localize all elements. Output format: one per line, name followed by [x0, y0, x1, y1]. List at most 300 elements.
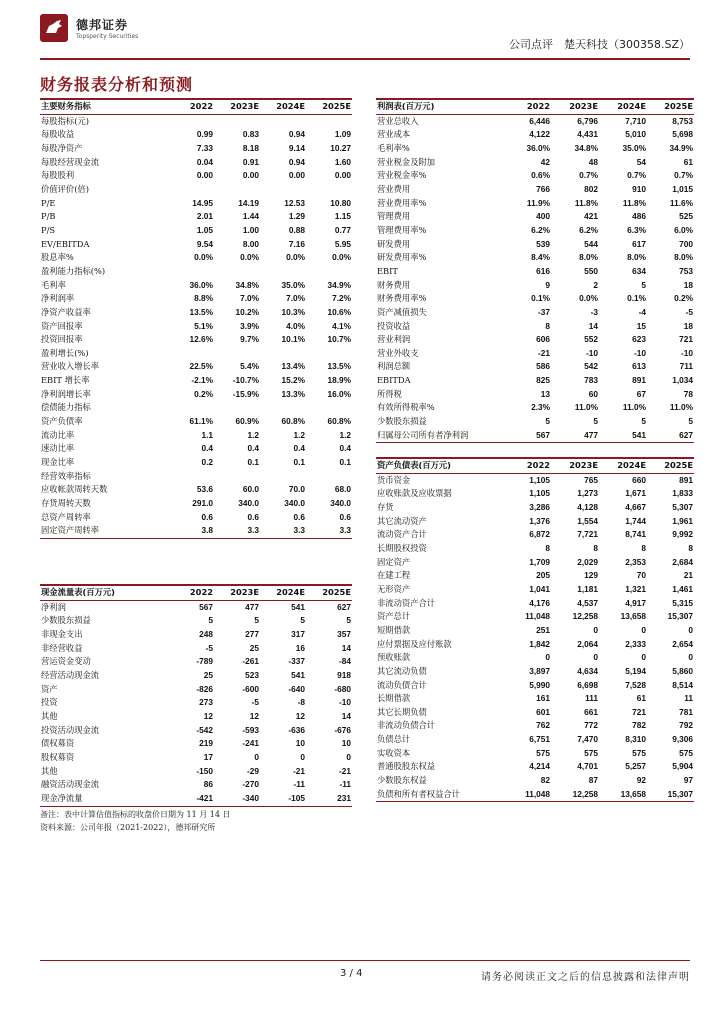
row-label: 资产总计 [377, 611, 411, 622]
row-value: 10.1% [281, 334, 305, 345]
row-value: 111 [585, 693, 598, 704]
row-value: 0.00 [288, 170, 305, 181]
row-value: 60.8% [327, 416, 351, 427]
year-header: 2022 [189, 101, 213, 111]
table-row [376, 569, 694, 583]
row-value: 7.0% [286, 293, 305, 304]
row-value: 18 [683, 279, 693, 290]
row-value: 0.77 [334, 224, 351, 235]
row-value: 54 [636, 156, 646, 167]
row-value: 5,194 [625, 665, 646, 676]
row-value: -337 [288, 656, 305, 667]
row-value: 0.7% [579, 170, 598, 181]
row-value: -421 [196, 792, 213, 803]
table-row [40, 710, 352, 724]
row-label: 营业总收入 [377, 115, 419, 126]
row-value: 918 [337, 669, 351, 680]
page-number: 3 / 4 [340, 968, 363, 979]
source-line: 资料来源：公司年报（2021-2022），德邦研究所 [40, 823, 216, 832]
row-label: 营业成本 [377, 129, 411, 140]
header-divider [40, 58, 690, 60]
row-value: 4,537 [577, 597, 598, 608]
table-row [376, 347, 694, 361]
row-value: -340 [242, 792, 259, 803]
row-label: 存货周转天数 [41, 498, 91, 509]
row-value: 781 [679, 706, 693, 717]
table-row [376, 651, 694, 665]
company-name-en: Topsperity Securities [76, 33, 139, 40]
row-value: 2,684 [672, 556, 693, 567]
row-value: -593 [242, 724, 259, 735]
row-label: 资产减值损失 [377, 306, 427, 317]
row-value: 8.0% [579, 252, 598, 263]
row-value: 34.9% [669, 142, 693, 153]
row-value: 486 [632, 211, 646, 222]
row-value: 5,698 [672, 129, 693, 140]
row-value: 5 [688, 416, 693, 427]
row-value: 10.27 [330, 142, 351, 153]
row-label: 每股股利 [41, 170, 75, 181]
row-label: 营业税金及附加 [377, 156, 436, 167]
row-value: 7.0% [240, 293, 259, 304]
row-label: 少数股东损益 [41, 615, 91, 626]
table-row [376, 583, 694, 597]
table-row [376, 142, 694, 156]
row-value: 5,990 [529, 679, 550, 690]
row-value: 4,701 [577, 761, 598, 772]
row-value: 13.3% [281, 388, 305, 399]
bull-logo-icon [40, 14, 68, 42]
row-label: P/B [41, 211, 56, 222]
row-value: 35.0% [281, 279, 305, 290]
row-value [306, 265, 352, 279]
row-value: 14 [341, 642, 351, 653]
row-value: 5.1% [194, 320, 213, 331]
table-row [376, 528, 694, 542]
table-row [40, 415, 352, 429]
row-label: 长期借款 [377, 693, 411, 704]
row-value: 721 [632, 706, 646, 717]
table-row [40, 388, 352, 402]
row-value: 15.2% [281, 375, 305, 386]
table-row [376, 638, 694, 652]
table-row [376, 169, 694, 183]
row-value: 18.9% [327, 375, 351, 386]
row-label: 股权募资 [41, 751, 75, 762]
row-label: 营业外收支 [377, 347, 419, 358]
row-label: 实收资本 [377, 747, 411, 758]
row-value: 0.4 [247, 443, 259, 454]
row-value: 12.53 [284, 197, 305, 208]
row-value: 97 [683, 775, 693, 786]
row-label: 流动比率 [41, 429, 75, 440]
row-value: 15,307 [667, 611, 693, 622]
row-value: 0.1 [247, 457, 259, 468]
row-label: 非经营收益 [41, 642, 83, 653]
year-header: 2022 [526, 460, 550, 470]
row-value [214, 265, 260, 279]
row-value: 78 [683, 388, 693, 399]
row-value: 0.1% [627, 293, 646, 304]
table-row [40, 792, 352, 806]
row-value: 14 [588, 320, 598, 331]
row-value: -640 [288, 683, 305, 694]
row-label: 资产回报率 [41, 320, 83, 331]
row-value: 11.0% [669, 402, 693, 413]
table-header-row [40, 585, 352, 600]
main-indicators-table [40, 98, 352, 539]
row-value: 541 [291, 669, 305, 680]
row-value: 5 [208, 615, 213, 626]
row-label: 无形资产 [377, 583, 411, 594]
row-value: 25 [249, 642, 259, 653]
note-line: 备注：表中计算估值指标的收盘价日期为 11 月 14 日 [40, 810, 231, 819]
table-row [40, 210, 352, 224]
table-row [376, 183, 694, 197]
table-header-row [376, 99, 694, 114]
row-label: 净资产收益率 [41, 306, 91, 317]
page-title: 财务报表分析和预测 [40, 75, 194, 94]
table-row [376, 360, 694, 374]
row-value: 627 [337, 601, 351, 612]
row-label: 投资收益 [377, 320, 411, 331]
row-label: 货币资金 [377, 474, 411, 485]
table-row [376, 760, 694, 774]
row-value: 1,015 [672, 183, 693, 194]
row-value: 567 [199, 601, 213, 612]
row-value: -10 [634, 347, 646, 358]
table-row [40, 128, 352, 142]
row-value: 36.0% [526, 142, 550, 153]
row-value: 16.0% [327, 388, 351, 399]
row-value: 14 [341, 710, 351, 721]
row-label: 资产 [41, 683, 58, 694]
row-value: 231 [337, 792, 351, 803]
table-row [40, 292, 352, 306]
row-value: 4,667 [625, 501, 646, 512]
row-value: 4,176 [529, 597, 550, 608]
row-value: 802 [584, 183, 598, 194]
row-value: -270 [242, 779, 259, 790]
row-value: 0.83 [242, 129, 259, 140]
row-value: 6.3% [627, 224, 646, 235]
row-value: 8 [545, 542, 550, 553]
row-label: 管理费用 [377, 211, 411, 222]
table-row [40, 497, 352, 511]
row-value: 70.0 [288, 484, 305, 495]
row-value: 762 [536, 720, 550, 731]
table-row [40, 429, 352, 443]
row-value: 700 [679, 238, 693, 249]
row-label: 盈利增长(%) [41, 347, 89, 358]
row-label: 营业费用率% [377, 197, 427, 208]
row-value: -4 [638, 306, 646, 317]
row-value: 7.33 [196, 142, 213, 153]
table-row [40, 238, 352, 252]
table-header-row [40, 99, 352, 114]
row-label: 少数股东权益 [377, 775, 427, 786]
row-value: 539 [536, 238, 550, 249]
row-value: -29 [247, 765, 259, 776]
row-value: 34.9% [327, 279, 351, 290]
row-value: 2 [593, 279, 598, 290]
row-value: 6.0% [674, 224, 693, 235]
row-value: 575 [536, 747, 550, 758]
row-value: 11,048 [525, 788, 550, 799]
row-value: 0 [688, 624, 693, 635]
row-label: 毛利率 [41, 279, 66, 290]
row-value: 14.19 [238, 197, 259, 208]
table-row [376, 279, 694, 293]
row-value: -21 [293, 765, 305, 776]
table-row [376, 238, 694, 252]
row-value: 891 [632, 375, 646, 386]
row-label: 债权募资 [41, 738, 75, 749]
row-value: 1,273 [577, 488, 598, 499]
row-value: 36.0% [189, 279, 213, 290]
year-header: 2025E [664, 460, 693, 470]
table-header-row [376, 458, 694, 473]
row-value: 400 [536, 211, 550, 222]
row-value: 13,658 [620, 788, 646, 799]
row-value: -8 [297, 697, 305, 708]
row-value: 541 [291, 601, 305, 612]
row-value: 1.00 [242, 224, 259, 235]
row-value: 4,122 [529, 129, 550, 140]
row-value [306, 114, 352, 128]
row-value: 8.00 [242, 238, 259, 249]
row-value: 53.6 [196, 484, 213, 495]
row-value: 161 [536, 693, 550, 704]
row-value: 0.88 [288, 224, 305, 235]
table-row [376, 224, 694, 238]
row-value [168, 183, 214, 197]
row-value: 9.54 [196, 238, 213, 249]
row-value: 12 [295, 710, 305, 721]
row-value: 0 [641, 624, 646, 635]
row-value: 87 [588, 775, 598, 786]
row-value: 0.1% [531, 293, 550, 304]
row-value: 0.4 [293, 443, 305, 454]
row-value: 7,710 [625, 115, 646, 126]
row-value: 477 [245, 601, 259, 612]
row-value: 5,010 [625, 129, 646, 140]
row-value: 4.1% [332, 320, 351, 331]
year-header: 2024E [276, 101, 305, 111]
row-value: 1,041 [529, 583, 550, 594]
table-row [376, 692, 694, 706]
row-label: 存货 [377, 501, 394, 512]
row-label: 毛利率% [377, 142, 410, 153]
table-row [376, 401, 694, 415]
table-row [40, 251, 352, 265]
row-label: 利润总额 [377, 361, 411, 372]
row-value: 10.80 [330, 197, 351, 208]
row-value: 13,658 [620, 611, 646, 622]
row-label: 负债和所有者权益合计 [377, 788, 460, 799]
row-label: 在建工程 [377, 570, 411, 581]
row-value: 613 [632, 361, 646, 372]
table-row [376, 733, 694, 747]
year-header: 2025E [322, 587, 351, 597]
row-value: -21 [538, 347, 550, 358]
row-value: 42 [540, 156, 550, 167]
row-value [168, 265, 214, 279]
row-label: 速动比率 [41, 443, 75, 454]
table-row [40, 524, 352, 538]
row-value: 13.5% [327, 361, 351, 372]
table-row [376, 487, 694, 501]
table-row [40, 511, 352, 525]
legal-disclaimer: 请务必阅读正文之后的信息披露和法律声明 [481, 972, 690, 983]
row-label: 固定资产 [377, 556, 411, 567]
row-value: 67 [636, 388, 646, 399]
row-value: 1.2 [293, 429, 305, 440]
table-row [376, 210, 694, 224]
row-label: 非流动负债合计 [377, 720, 436, 731]
row-value: 2.3% [531, 402, 550, 413]
row-label: 现金比率 [41, 457, 75, 468]
row-value: 7,721 [577, 529, 598, 540]
row-value: 0 [593, 624, 598, 635]
row-value: 1,709 [529, 556, 550, 567]
row-label: 流动资产合计 [377, 529, 427, 540]
row-value: 0.0% [286, 252, 305, 263]
table-notes [40, 808, 231, 834]
company-name-cn: 德邦证券 [76, 18, 129, 32]
company-logo [40, 14, 240, 48]
row-value: -10 [681, 347, 693, 358]
row-label: 营业费用 [377, 183, 411, 194]
row-value: 552 [584, 334, 598, 345]
row-label: 研发费用 [377, 238, 411, 249]
row-label: 营运资金变动 [41, 656, 91, 667]
row-value: 1.15 [334, 211, 351, 222]
row-value: 891 [679, 474, 693, 485]
row-value: 1.09 [334, 129, 351, 140]
row-value: 1,671 [625, 488, 646, 499]
row-value: -261 [242, 656, 259, 667]
row-label: 每股指标(元) [41, 115, 89, 126]
year-header: 2023E [230, 101, 259, 111]
row-value: 765 [584, 474, 598, 485]
row-value: 0.6 [339, 511, 351, 522]
row-value: 2.01 [196, 211, 213, 222]
row-value: -789 [196, 656, 213, 667]
row-value: 1,376 [529, 515, 550, 526]
row-value: 5 [346, 615, 351, 626]
row-value: 783 [584, 375, 598, 386]
table-row [376, 292, 694, 306]
row-value [306, 401, 352, 415]
row-value [168, 470, 214, 484]
year-header: 2022 [189, 587, 213, 597]
table-row [40, 142, 352, 156]
row-value: 4,431 [577, 129, 598, 140]
footer-divider [40, 960, 690, 961]
row-value: -636 [288, 724, 305, 735]
row-value: 60 [588, 388, 598, 399]
table-row [40, 347, 352, 361]
row-value: 15 [636, 320, 646, 331]
row-value: -5 [251, 697, 259, 708]
row-value: 14.95 [192, 197, 213, 208]
row-value: 0.6% [531, 170, 550, 181]
row-value: 6.2% [531, 224, 550, 235]
row-value: 0.0% [332, 252, 351, 263]
row-value: 248 [199, 628, 213, 639]
table-row [40, 265, 352, 279]
row-label: 总资产周转率 [41, 511, 91, 522]
row-label: 融资活动现金流 [41, 779, 100, 790]
row-value: -11 [339, 779, 351, 790]
row-value: 550 [584, 265, 598, 276]
row-label: 所得税 [377, 388, 402, 399]
year-header: 2025E [322, 101, 351, 111]
row-value: 8.0% [674, 252, 693, 263]
row-value: 21 [683, 570, 693, 581]
row-value: 12 [249, 710, 259, 721]
row-value: 477 [584, 429, 598, 440]
row-label: 普通股股东权益 [377, 761, 436, 772]
row-value: 5,257 [625, 761, 646, 772]
row-label: 其他 [41, 765, 58, 776]
row-value: 0.6 [293, 511, 305, 522]
table-row [376, 333, 694, 347]
report-subject: 公司点评 楚天科技（300358.SZ） [508, 38, 690, 51]
row-value: 9.14 [288, 142, 305, 153]
row-value: 0.6 [201, 511, 213, 522]
row-value: 6,698 [577, 679, 598, 690]
cash-flow-table [40, 584, 352, 807]
row-value: 586 [536, 361, 550, 372]
row-value: 9,992 [672, 529, 693, 540]
row-value: 12 [203, 710, 213, 721]
row-label: 财务费用 [377, 279, 411, 290]
row-value: 544 [584, 238, 598, 249]
row-value: 8 [688, 542, 693, 553]
table-row [40, 442, 352, 456]
row-value: 17 [203, 751, 213, 762]
row-value: 8,310 [625, 734, 646, 745]
row-value [214, 114, 260, 128]
year-header: 2024E [617, 460, 646, 470]
year-header: 2024E [617, 101, 646, 111]
row-value: 0.94 [288, 156, 305, 167]
row-value: 782 [632, 720, 646, 731]
row-value: 61 [636, 693, 646, 704]
row-value: 4,128 [577, 501, 598, 512]
row-value [214, 401, 260, 415]
table-row [40, 751, 352, 765]
row-value: 12.6% [189, 334, 213, 345]
row-value: 1.44 [242, 211, 259, 222]
table-row [40, 669, 352, 683]
row-value: 5,315 [672, 597, 693, 608]
row-value: -105 [288, 792, 305, 803]
row-value: 575 [679, 747, 693, 758]
row-value: 8 [641, 542, 646, 553]
row-value: 3.3 [293, 525, 305, 536]
row-value: 0.1 [339, 457, 351, 468]
row-value: 61.1% [189, 416, 213, 427]
row-value: 4.0% [286, 320, 305, 331]
table-row [376, 542, 694, 556]
row-label: 净利润 [41, 601, 66, 612]
row-value: 10.3% [281, 306, 305, 317]
row-value: 277 [245, 628, 259, 639]
row-value: 5,904 [672, 761, 693, 772]
